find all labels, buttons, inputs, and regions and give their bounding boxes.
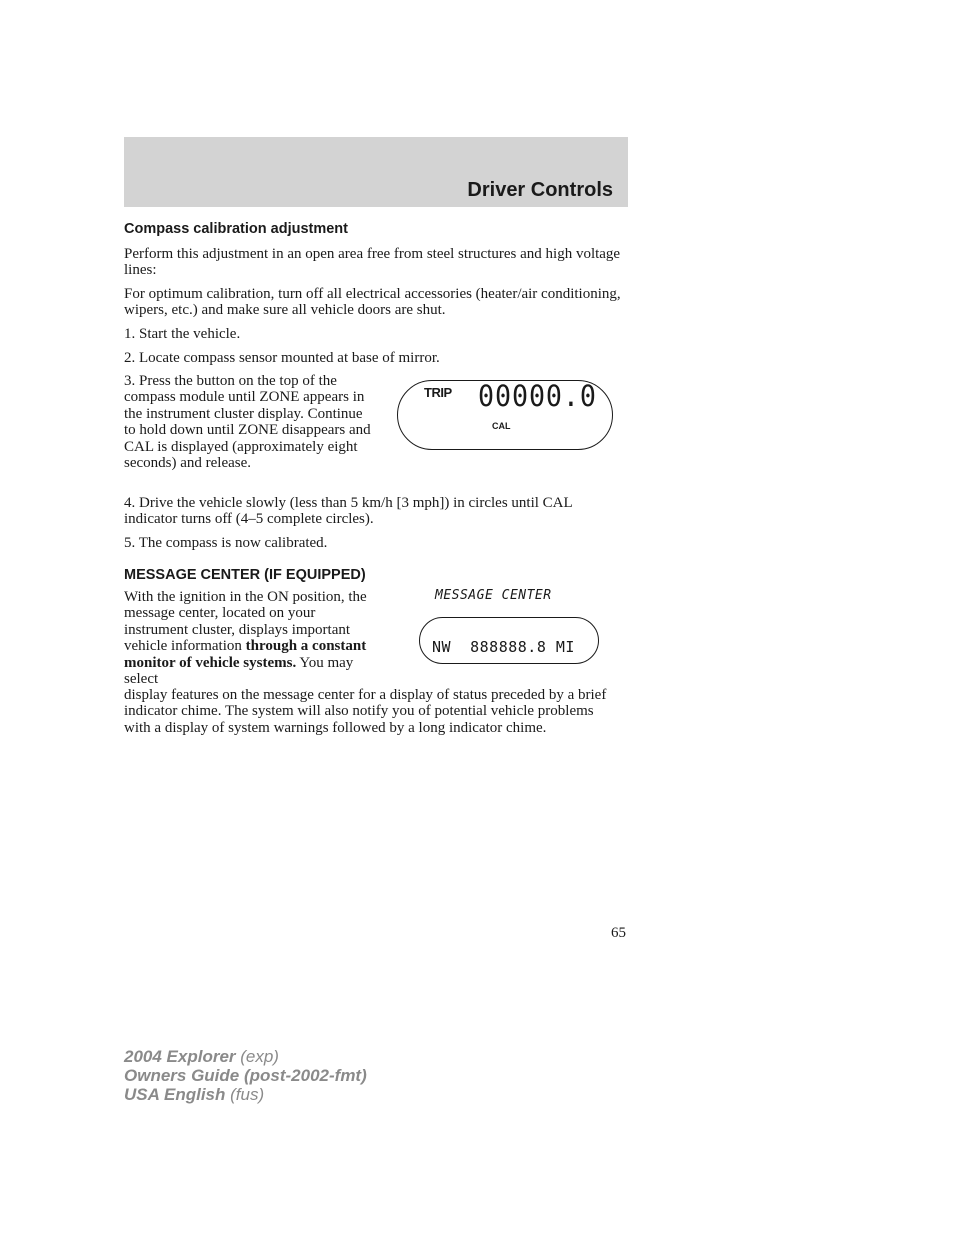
message-center-heading: MESSAGE CENTER (IF EQUIPPED) [124, 567, 366, 583]
compass-step-1: 1. Start the vehicle. [124, 326, 241, 342]
compass-step-5: 5. The compass is now calibrated. [124, 535, 328, 551]
compass-step-2: 2. Locate compass sensor mounted at base of mirror. [124, 350, 440, 366]
message-center-display-title: MESSAGE CENTER [435, 588, 552, 603]
header-band [124, 137, 628, 207]
message-center-para-end: display features on the message center for a display of status preceded by a brief indicator chime. The system will also notify you of potential vehicle problems with a display of system warnings followed by a long indicator chime. [124, 687, 607, 736]
footer-guide: Owners Guide (post-2002-fmt) [124, 1066, 367, 1085]
footer-line-3 [124, 1085, 367, 1104]
compass-step-3: 3. Press the button on the top of the compass module until ZONE appears in the instrument cluster display. Continue to hold down until ZONE disappears and CAL is displayed (approximately eight seconds) and release. [124, 373, 371, 472]
message-center-para-start [124, 589, 380, 687]
trip-label: TRIP [424, 385, 452, 400]
message-center-text-bold: through a constant monitor of vehicle systems. [124, 638, 367, 671]
compass-intro-2: For optimum calibration, turn off all electrical accessories (heater/air conditioning, wipers, etc.) and make sure all vehicle doors are shut. [124, 286, 621, 319]
footer [124, 1047, 367, 1104]
section-title: Driver Controls [467, 179, 613, 201]
trip-value: 00000.0 [478, 379, 597, 413]
compass-intro-1: Perform this adjustment in an open area free from steel structures and high voltage lines: [124, 246, 621, 279]
cal-label: CAL [492, 421, 511, 431]
message-center-display-value: NW 888888.8 MI [432, 638, 575, 656]
compass-heading: Compass calibration adjustment [124, 221, 348, 237]
footer-line-1 [124, 1047, 367, 1066]
page-number: 65 [611, 925, 626, 941]
message-center-text-b: You may select [124, 654, 354, 688]
message-center-text-a: With the ignition in the ON position, the message center, located on your instrument cluster, displays important vehicle information [124, 589, 367, 655]
message-center-display-illustration [419, 617, 599, 664]
footer-language: USA English [124, 1085, 226, 1104]
compass-step-4: 4. Drive the vehicle slowly (less than 5 km/h [3 mph]) in circles until CAL indicator turns off (4–5 complete circles). [124, 495, 573, 528]
footer-language-code: (fus) [225, 1085, 265, 1104]
footer-line-2 [124, 1066, 367, 1085]
footer-model-code: (exp) [235, 1047, 279, 1066]
footer-model: 2004 Explorer [124, 1047, 236, 1066]
trip-display-illustration [397, 380, 613, 450]
